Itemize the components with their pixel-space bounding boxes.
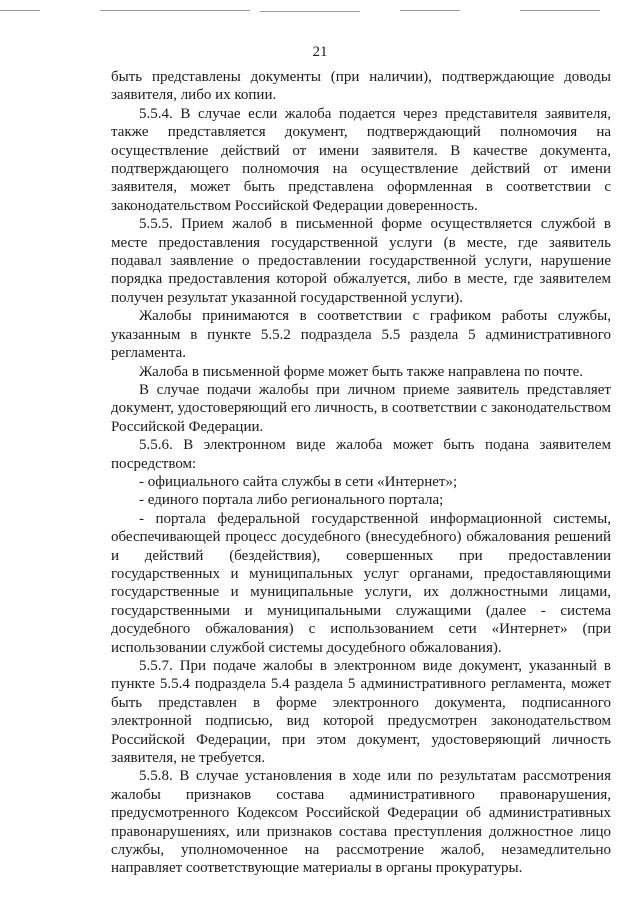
scan-artifact-line <box>400 10 460 11</box>
paragraph: Жалобы принимаются в соответствии с графиком работы службы, указанным в пункте 5.5.2 подраздела 5.5 раздела 5 административного регламента. <box>111 308 611 362</box>
paragraph: Жалоба в письменной форме может быть также направлена по почте. <box>139 363 584 380</box>
paragraph: 5.5.7. При подаче жалобы в электронном виде документ, указанный в пункте 5.5.4 подраздела 5.4 раздела 5 административного регламента, может быть представлен в форме электронного документа, подписанного электронной подписью, вид которой предусмотрен законодательством Российской Федерации, при этом документ, удостоверяющий личность заявителя, не требуется. <box>111 658 611 767</box>
paragraph: 5.5.5. Прием жалоб в письменной форме осуществляется службой в месте предоставления государственной услуги (в месте, где заявитель подавал заявление о предоставлении государственной услуги, нарушение порядка предоставления которой обжалуется, либо в месте, где заявителем получен результат указанной государственной услуги). <box>111 216 611 306</box>
paragraph: 5.5.6. В электронном виде жалоба может быть подана заявителем посредством: <box>111 437 611 472</box>
page-number: 21 <box>312 44 328 60</box>
scan-artifact-line <box>100 10 250 11</box>
paragraph: быть представлены документы (при наличии), подтверждающие доводы заявителя, либо их копии. <box>111 69 611 104</box>
document-body <box>111 68 611 878</box>
scan-artifact-line <box>260 11 360 12</box>
scan-artifact-line <box>0 10 40 11</box>
list-item: - портала федеральной государственной информационной системы, обеспечивающей процесс досудебного (внесудебного) обжалования решений и действий (бездействия), совершенных при предоставлении государственных и муниципальных услуг органами, предоставляющими государственные и муниципальные услуги, их должностными лицами, государственными и муниципальными служащими (далее - система досудебного обжалования) с использованием сети «Интернет» (при использовании службой системы досудебного обжалования). <box>111 510 611 656</box>
paragraph: В случае подачи жалобы при личном приеме заявитель представляет документ, удостоверяющий его личность, в соответствии с законодательством Российской Федерации. <box>111 381 611 435</box>
scan-artifact-line <box>520 10 600 11</box>
list-item: - официального сайта службы в сети «Интернет»; <box>139 473 458 490</box>
paragraph: 5.5.8. В случае установления в ходе или по результатам рассмотрения жалобы признаков состава административного правонарушения, предусмотренного Кодексом Российской Федерации об административных правонарушениях, или признаков состава преступления должностное лицо службы, уполномоченное на рассмотрение жалоб, незамедлительно направляет соответствующие материалы в органы прокуратуры. <box>111 768 611 877</box>
list-item: - единого портала либо регионального портала; <box>139 492 444 509</box>
paragraph: 5.5.4. В случае если жалоба подается через представителя заявителя, также представляется документ, подтверждающий полномочия на осуществление действий от имени заявителя. В качестве документа, подтверждающего полномочия на осуществление действий от имени заявителя, может быть представлена оформленная в соответствии с законодательством Российской Федерации доверенность. <box>111 105 611 214</box>
